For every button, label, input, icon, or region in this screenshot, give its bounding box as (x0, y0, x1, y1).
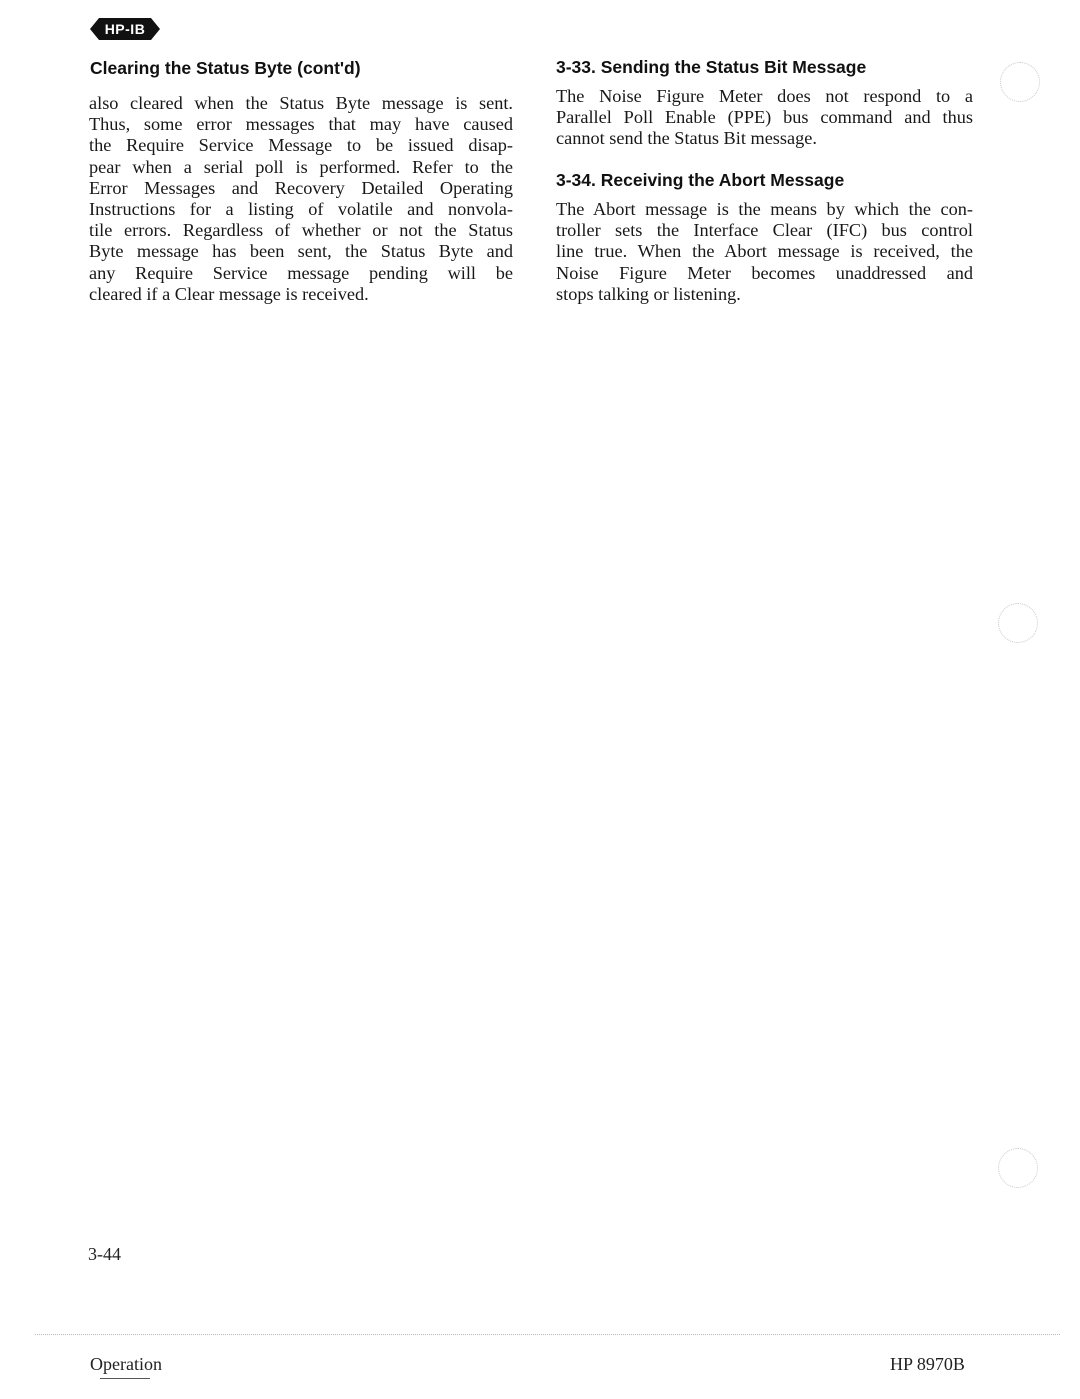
section-3-34-paragraph (556, 199, 973, 305)
text-line: cleared if a Clear message is received. (89, 283, 369, 304)
text-line: Instructions for a listing of volatile and nonvola- (89, 198, 513, 219)
left-heading: Clearing the Status Byte (cont'd) (90, 58, 361, 78)
text-line: also cleared when the Status Byte message is sent. (89, 93, 513, 113)
badge-label: HP-IB (104, 21, 146, 37)
hp-ib-badge (90, 18, 160, 40)
footer-model-label: HP 8970B (890, 1354, 965, 1374)
page-number: 3-44 (88, 1244, 121, 1264)
text-line: troller sets the Interface Clear (IFC) bus control (556, 220, 973, 241)
text-line: Thus, some error messages that may have caused (89, 114, 513, 135)
punch-hole-mark (998, 1148, 1038, 1188)
footer-section-label: Operation (90, 1354, 162, 1374)
text-line: Noise Figure Meter becomes unaddressed and (556, 262, 973, 283)
text-line: tile errors. Regardless of whether or not the Status (89, 220, 513, 241)
text-line: cannot send the Status Bit message. (556, 128, 817, 149)
punch-hole-mark (998, 603, 1038, 643)
text-line: pear when a serial poll is performed. Refer to the (89, 156, 513, 177)
text-line: Byte message has been sent, the Status Byte and (89, 241, 513, 262)
section-3-33-paragraph (556, 86, 973, 150)
section-3-33-heading: 3-33. Sending the Status Bit Message (556, 57, 867, 77)
text-line: The Noise Figure Meter does not respond to a (556, 86, 973, 106)
text-line: the Require Service Message to be issued disap- (89, 135, 513, 156)
text-line: line true. When the Abort message is received, the (556, 241, 973, 262)
footer-underline (100, 1378, 150, 1379)
left-paragraph (89, 93, 513, 305)
text-line: stops talking or listening. (556, 283, 741, 304)
text-line: any Require Service message pending will be (89, 262, 513, 283)
text-line: Parallel Poll Enable (PPE) bus command and thus (556, 107, 973, 128)
text-line: The Abort message is the means by which the con- (556, 199, 973, 219)
section-3-34-heading: 3-34. Receiving the Abort Message (556, 170, 845, 190)
punch-hole-mark (1000, 62, 1040, 102)
footer-divider (35, 1334, 1060, 1335)
text-line: Error Messages and Recovery Detailed Operating (89, 177, 513, 198)
